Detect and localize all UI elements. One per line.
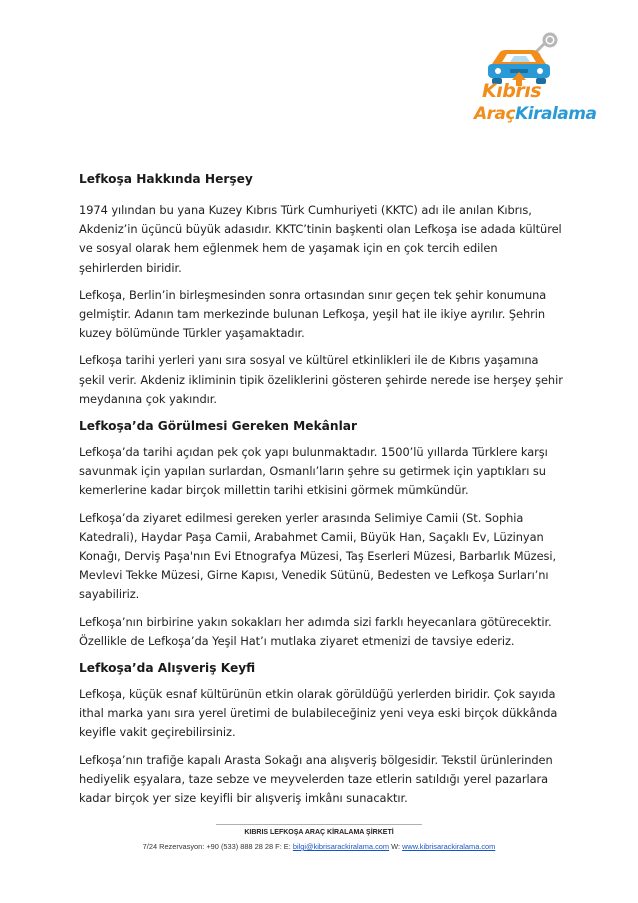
footer-email-link[interactable]: bilgi@kibrisarackiralama.com: [292, 842, 390, 851]
paragraph: Lefkoşa’da ziyaret edilmesi gereken yerler arasında Selimiye Camii (St. Sophia Katedrali), Haydar Paşa Camii, Arabahmet Camii, Büyük Han, Saçaklı Ev, Lüzinyan Konağı, Derviş Paşa'nın Evi Etnografya Müzesi, Taş Eserleri Müzesi, Barbarlık Müzesi, Mevlevi Tekke Müzesi, Girne Kapısı, Venedik Sütünü, Bedesten ve Lefkoşa Surları’nı sayabiliriz.: [79, 510, 557, 602]
section-heading-places: Lefkoşa’da Görülmesi Gereken Mekânlar: [79, 419, 357, 434]
document-body: [79, 170, 563, 816]
logo-brand-arac: Araç: [474, 104, 516, 124]
paragraph: 1974 yılından bu yana Kuzey Kıbrıs Türk Cumhuriyeti (KKTC) adı ile anılan Kıbrıs, Akdeniz’in üçüncü büyük adasıdır. KKTC’tinin başkenti olan Lefkoşa ise adada kültürel ve sosyal olarak hem eğlenmek hem de yaşamak için en çok tercih edilen şehirlerden biridir.: [79, 203, 562, 275]
footer-company-name: KIBRIS LEFKOŞA ARAÇ KİRALAMA ŞİRKETİ: [244, 829, 394, 836]
logo-brand-bottom: [474, 104, 596, 124]
car-key-icon: [470, 28, 575, 88]
paragraph: Lefkoşa tarihi yerleri yanı sıra sosyal ve kültürel etkinlikleri ile de Kıbrıs yaşamına şekil verir. Akdeniz ikliminin tipik özeliklerini gösteren şehirde nerede ise herşey şehir meydanına çok yakındır.: [79, 353, 563, 406]
paragraph: Lefkoşa, Berlin’in birleşmesinden sonra ortasından sınır geçen tek şehir konumuna gelmiştir. Adanın tam merkezinde bulunan Lefkoşa, yeşil hat ile ikiye ayrılır. Şehrin kuzey bölümünde Türkler yaşamaktadır.: [79, 287, 547, 341]
paragraph: Lefkoşa’da tarihi açıdan pek çok yapı bulunmaktadır. 1500’lü yıllarda Türklere karşı savunmak için yapılan surlardan, Osmanlı’ların şehre su getirmek için yaptıkları su kemerlerine kadar birçok millettin tarihi etkisini görmek mümkündür.: [79, 445, 548, 498]
footer-divider: [216, 824, 422, 825]
logo-brand-top: Kıbrıs: [482, 80, 542, 102]
footer-contact-text: 7/24 Rezervasyon: +90 (533) 888 28 28 F: E:: [142, 842, 291, 851]
company-logo[interactable]: [470, 28, 597, 138]
footer-contact: [0, 842, 638, 851]
paragraph: Lefkoşa, küçük esnaf kültürünün etkin olarak görüldüğü yerlerden biridir. Çok sayıda ithal marka yanı sıra yerel üretimi de bulabileceğiniz yeni veya eski birçok dükkânda keyifle vakit geçirebilirsiniz.: [79, 687, 558, 740]
footer-website-link[interactable]: www.kibrisarackiralama.com: [402, 842, 496, 851]
section-heading-shopping: Lefkoşa’da Alışveriş Keyfi: [79, 661, 256, 676]
section-heading-about: Lefkoşa Hakkında Herşey: [79, 172, 253, 186]
paragraph: Lefkoşa’nın trafiğe kapalı Arasta Sokağı ana alışveriş bölgesidir. Tekstil ürünlerinden hediyelik eşyalara, taze sebze ve meyvelerden taze etlerin satıldığı yerel pazarlara kadar birçok yer size keyifli bir alışveriş imkânı sunacaktır.: [79, 752, 553, 806]
footer-web-label: W:: [391, 842, 401, 851]
paragraph: Lefkoşa’nın birbirine yakın sokakları her adımda sizi farklı heyecanlara götürecektir. Özellikle de Lefkoşa’da Yeşil Hat’ı mutlaka ziyaret etmenizi de tavsiye ederiz.: [79, 614, 552, 648]
logo-brand-kiralama: Kiralama: [515, 104, 597, 124]
